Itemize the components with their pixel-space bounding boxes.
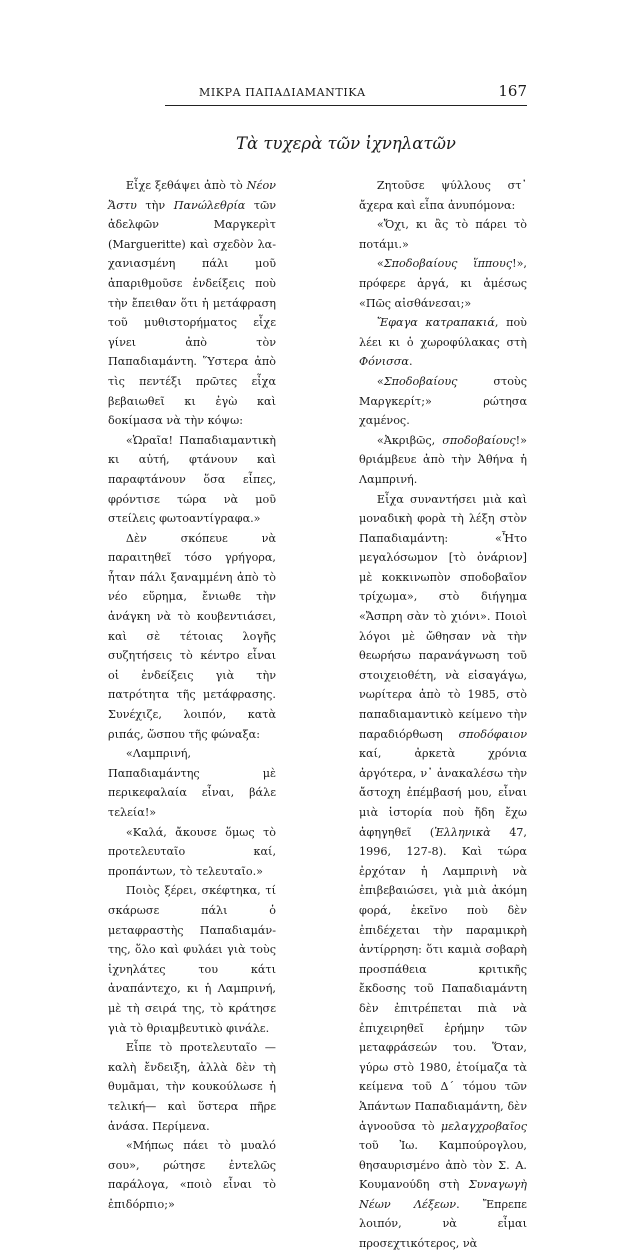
paragraph: Εἶπε τὸ προτελευταῖο —καλὴ ἔνδειξη, ἀλλὰ δὲν τὴ θυμᾶμαι, τὴν κουκούλωσε ἡ τελική— καὶ ὕστερα πῆρε ἀνάσα. Περίμενα. xyxy=(108,1041,276,1133)
text-run: καί, ἀρκετὰ χρόνια ἀργότερα, ν᾿ ἀνακαλέσω τὴν ἄστοχη ἐπέμβασή μου, εἶναι μιὰ ἱστορία ποὺ ἤδη ἔχω ἀφηγηθεῖ ( xyxy=(359,747,527,839)
text-run: τὴν xyxy=(136,198,174,212)
paragraph xyxy=(359,490,527,1254)
text-run: . Ἔπρεπε λοιπόν, νὰ εἶμαι προσεχτικότερος, νὰ xyxy=(359,1197,527,1251)
italic-text: σποδοβαίους xyxy=(442,433,516,447)
left-column xyxy=(108,176,276,1214)
italic-text: Συναγωγὴ Νέων Λέξεων xyxy=(359,1178,527,1211)
text-run: «Ἀκριβῶς, xyxy=(376,433,443,447)
italic-text: Σποδοβαίους ἵππους xyxy=(383,257,513,271)
italic-text: Νέον Ἄστυ xyxy=(108,179,276,212)
italic-text: σποδόφαιον xyxy=(458,727,527,741)
paragraph xyxy=(359,254,527,313)
paragraph: «Μήπως πάει τὸ μυαλό σου», ρώτησε ἐντελῶς παράλογα, «ποιὸ εἶναι τὸ ἐπιδόρπιο;» xyxy=(108,1139,276,1211)
text-run: τοῦ Ἰω. Καμπούρογλου, θησαυρισμένο ἀπὸ τὸν Σ. Α. Κουμανούδη στὴ xyxy=(359,1139,527,1192)
italic-text: Φόνισσα xyxy=(359,355,409,369)
italic-text: Σποδοβαίους xyxy=(383,374,458,388)
italic-text: μελαγχροβαῖος xyxy=(440,1119,527,1133)
text-run: « xyxy=(376,374,384,388)
text-run: τῶν ἀδελφῶν Μαργκερὶτ (Margueritte) καὶ σχεδὸν λαχανιασμένη πάλι μοῦ ἀπαριθμοῦσε ἐνδείξεις ποὺ τὴν ἔπειθαν ὅτι ἡ μετάφραση τοῦ μυθιστορήματος εἶχε γίνει ἀπὸ τὸν Παπαδιαμάντη. Ὕστερα ἀπὸ τὶς πεντέξι πρῶτες εἶχα βεβαιωθεῖ κι ἐγὼ καὶ δοκίμασα νὰ τὴν κόψω: xyxy=(108,198,276,428)
paragraph: «Ὄχι, κι ἂς τὸ πάρει τὸ ποτάμι.» xyxy=(359,218,527,251)
paragraph xyxy=(359,372,527,431)
article-title: Τὰ τυχερὰ τῶν ἰχνηλατῶν xyxy=(236,134,456,153)
text-run: στοὺς Μαργκερίτ;» ρώτησα χαμένος. xyxy=(359,374,527,428)
paragraph: Ποιὸς ξέρει, σκέφτηκα, τί σκάρωσε πάλι ὁ μεταφραστὴς Παπαδιαμάντης, ὅλο καὶ φυλάει γιὰ τοὺς ἰχνηλάτες του κάτι ἀναπάντεχο, κι ἡ Λαμπρινή, μὲ τὴ σειρά της, τὸ κράτησε γιὰ τὸ θριαμβευτικὸ φινάλε. xyxy=(108,884,276,1035)
text-run: . xyxy=(408,355,413,369)
text-run: !» θριάμβευε ἀπὸ τὴν Ἀθήνα ἡ Λαμπρινή. xyxy=(359,433,527,486)
text-run: 47, 1996, 127-8). Καὶ τώρα ἐρχόταν ἡ Λαμπρινὴ νὰ ἐπιβεβαιώσει, γιὰ μιὰ ἀκόμη φορά, ἐκεῖνο ποὺ δὲν ἐπιδέχεται τὴν παραμικρὴ ἀντίρρηση: ὅτι καμιὰ σοβαρὴ προσπάθεια κριτικῆς ἔκδοσης τοῦ Παπαδιαμάντη δὲν ἐπιτρέπεται πιὰ νὰ ἐπιχειρηθεῖ ἐρήμην τῶν μεταφράσεών του. Ὅταν, γύρω στὸ 1980, ἑτοίμαζα τὰ κείμενα τοῦ Δ´ τόμου τῶν Ἁπάντων Παπαδιαμάντη, δὲν ἀγνοοῦσα τὸ xyxy=(359,825,527,1133)
italic-text: Πανώλεθρία xyxy=(173,198,246,212)
italic-text: Ἐλληνικὰ xyxy=(434,825,491,839)
text-run: Εἶχε ξεθάψει ἀπὸ τὸ xyxy=(125,179,247,192)
text-run: Εἶχα συναντήσει μιὰ καὶ μοναδικὴ φορὰ τὴ λέξη στὸν Παπαδιαμάντη: «Ἦτο μεγαλόσωμον [τὸ ὀνάριον] μὲ κοκκινωπὸν σποδοβαῖον τρίχωμα», στὸ διήγημα «Ἄσπρη σὰν τὸ χιόνι». Ποιοὶ λόγοι μὲ ὤθησαν νὰ τὴν θεωρήσω παρανάγνωση τοῦ στοιχειοθέτη, νὰ εἰσαγάγω, νωρίτερα ἀπὸ τὸ 1985, στὸ παπαδιαμαντικὸ κείμενο τὴν παραδιόρθωση xyxy=(359,492,527,741)
paragraph xyxy=(359,431,527,490)
running-head: ΜΙΚΡΑ ΠΑΠΑΔΙΑΜΑΝΤΙΚΑ xyxy=(199,86,366,99)
paragraph: «Λαμπρινή, Παπαδιαμάντης μὲ περικεφαλαία εἶναι, βάλε τελεία!» xyxy=(108,747,276,819)
italic-text: Ἔφαγα κατραπακιά xyxy=(376,316,495,330)
paragraph: Δὲν σκόπευε νὰ παραιτηθεῖ τόσο γρήγορα, ἦταν πάλι ξαναμμένη ἀπὸ τὸ νέο εὕρημα, ἔνιωθε τὴν ἀνάγκη νὰ τὸ κουβεντιάσει, καὶ σὲ τέτοιας λογῆς συζητήσεις τὸ κέντρο εἶναι οἱ ἐνδείξεις γιὰ τὴν πατρότητα τῆς μετάφρασης. Συνέχιζε, λοιπόν, κατὰ ριπάς, ὥσπου τῆς φώναξα: xyxy=(108,531,276,741)
right-column xyxy=(359,176,527,1254)
header-rule xyxy=(165,105,527,106)
text-run: !», πρόφερε ἀργά, κι ἀμέσως «Πῶς αἰσθάνεσαι;» xyxy=(359,257,527,310)
paragraph: Ζητοῦσε ψύλλους στ᾿ ἄχερα καὶ εἶπα ἀνυπόμονα: xyxy=(359,179,527,212)
paragraph: «Ὡραῖα! Παπαδιαμαντικὴ κι αὐτή, φτάνουν καὶ παραφτάνουν ὅσα εἶπες, φρόντισε τώρα νὰ μοῦ στείλεις φωτοαντίγραφα.» xyxy=(108,433,276,526)
page-header xyxy=(165,84,527,106)
paragraph xyxy=(108,176,276,431)
paragraph: «Καλά, ἄκουσε ὅμως τὸ προτελευταῖο καί, προπάντων, τὸ τελευταῖο.» xyxy=(108,825,276,878)
text-run: , ποὺ λέει κι ὁ χωροφύλακας στὴ xyxy=(359,316,527,349)
paragraph xyxy=(359,313,527,372)
page-number: 167 xyxy=(498,82,527,100)
text-run: « xyxy=(376,257,384,271)
